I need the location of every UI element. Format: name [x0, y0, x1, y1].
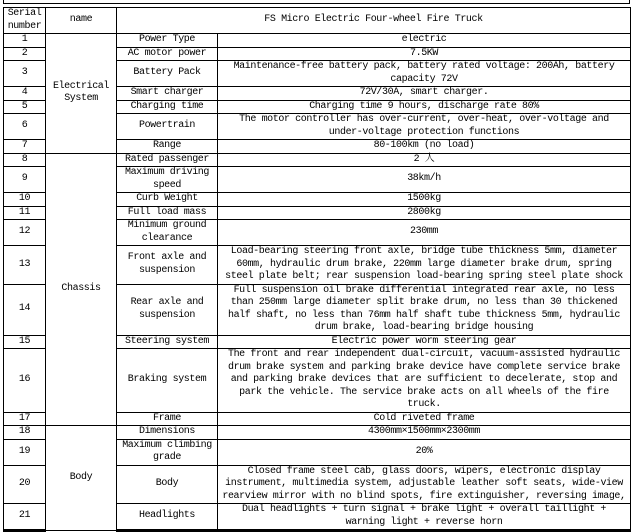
value-cell: Charging time 9 hours, discharge rate 80% [218, 100, 631, 114]
serial-cell: 16 [4, 349, 46, 413]
item-cell: Dimensions [117, 426, 218, 440]
item-cell: Maximum driving speed [117, 167, 218, 193]
item-cell: Rated passenger [117, 153, 218, 167]
item-cell: Minimum ground clearance [117, 220, 218, 246]
item-cell: AC motor power [117, 47, 218, 61]
value-cell: The motor controller has over-current, over-heat, over-voltage and under-voltage protection functions [218, 114, 631, 140]
item-cell: Battery Pack [117, 61, 218, 87]
serial-cell: 12 [4, 220, 46, 246]
value-cell: 2800kg [218, 206, 631, 220]
serial-cell: 3 [4, 61, 46, 87]
value-cell: 72V/30A, smart charger. [218, 87, 631, 101]
value-cell: 2 人 [218, 153, 631, 167]
serial-cell: 17 [4, 412, 46, 426]
item-cell: Power Type [117, 34, 218, 48]
serial-cell: 19 [4, 439, 46, 465]
serial-cell: 2 [4, 47, 46, 61]
item-cell: Body [117, 465, 218, 504]
serial-cell: 11 [4, 206, 46, 220]
table-row [4, 34, 631, 48]
serial-cell: 10 [4, 193, 46, 207]
serial-cell: 13 [4, 246, 46, 285]
serial-cell: 18 [4, 426, 46, 440]
table-header-row [4, 8, 631, 34]
item-cell: Headlights [117, 504, 218, 531]
item-cell: Charging time [117, 100, 218, 114]
value-cell: Cold riveted frame [218, 412, 631, 426]
group-cell-electrical-system: Electrical System [46, 34, 117, 154]
value-cell: Full suspension oil brake differential integrated rear axle, no less than 250mm large diameter split brake drum, no less than 30 thickened half shaft, no less than 76mm half shaft tube thickness 5mm, hydraulic drum brake, load-bearing bridge housing [218, 284, 631, 335]
value-cell: electric [218, 34, 631, 48]
header-name: name [46, 8, 117, 34]
group-cell-chassis: Chassis [46, 153, 117, 426]
serial-cell: 5 [4, 100, 46, 114]
item-cell: Rear axle and suspension [117, 284, 218, 335]
item-cell: Braking system [117, 349, 218, 413]
item-cell: Full load mass [117, 206, 218, 220]
value-cell: 7.5KW [218, 47, 631, 61]
value-cell: Closed frame steel cab, glass doors, wipers, electronic display instrument, multimedia system, adjustable leather soft seats, wide-view rearview mirror with no blind spots, fire extinguisher, reversing image, [218, 465, 631, 504]
serial-cell: 21 [4, 504, 46, 531]
item-cell: Powertrain [117, 114, 218, 140]
serial-cell: 8 [4, 153, 46, 167]
item-cell: Front axle and suspension [117, 246, 218, 285]
item-cell: Smart charger [117, 87, 218, 101]
serial-cell: 15 [4, 335, 46, 349]
serial-cell: 9 [4, 167, 46, 193]
header-serial-number: Serial number [4, 8, 46, 34]
value-cell: 20% [218, 439, 631, 465]
serial-cell: 20 [4, 465, 46, 504]
value-cell: 230mm [218, 220, 631, 246]
item-cell: Range [117, 140, 218, 154]
header-product-title: FS Micro Electric Four-wheel Fire Truck [117, 8, 631, 34]
serial-cell: 6 [4, 114, 46, 140]
serial-cell: 14 [4, 284, 46, 335]
serial-cell: 4 [4, 87, 46, 101]
value-cell: Electric power worm steering gear [218, 335, 631, 349]
value-cell: 38km/h [218, 167, 631, 193]
value-cell: 1500kg [218, 193, 631, 207]
table-row [4, 153, 631, 167]
top-crop-rule [3, 0, 630, 4]
item-cell: Frame [117, 412, 218, 426]
item-cell: Maximum climbing grade [117, 439, 218, 465]
value-cell: Maintenance-free battery pack, battery rated voltage: 200Ah, battery capacity 72V [218, 61, 631, 87]
item-cell: Curb Weight [117, 193, 218, 207]
value-cell: Dual headlights + turn signal + brake light + overall taillight + warning light + reverse horn [218, 504, 631, 531]
spec-table [3, 7, 631, 532]
serial-cell: 1 [4, 34, 46, 48]
value-cell: 80-100km (no load) [218, 140, 631, 154]
value-cell: Load-bearing steering front axle, bridge tube thickness 5mm, diameter 60mm, hydraulic drum brake, 220mm large diameter brake drum, spring steel plate belt; rear suspension load-bearing spring steel plate shock [218, 246, 631, 285]
value-cell: 4300mm×1500mm×2300mm [218, 426, 631, 440]
serial-cell: 7 [4, 140, 46, 154]
group-cell-body: Body [46, 426, 117, 531]
item-cell: Steering system [117, 335, 218, 349]
value-cell: The front and rear independent dual-circuit, vacuum-assisted hydraulic drum brake system and parking brake device have complete service brake and parking brake devices that are sufficient to decelerate, stop and park the vehicle. The service brake acts on all wheels of the fire truck. [218, 349, 631, 413]
table-row [4, 426, 631, 440]
